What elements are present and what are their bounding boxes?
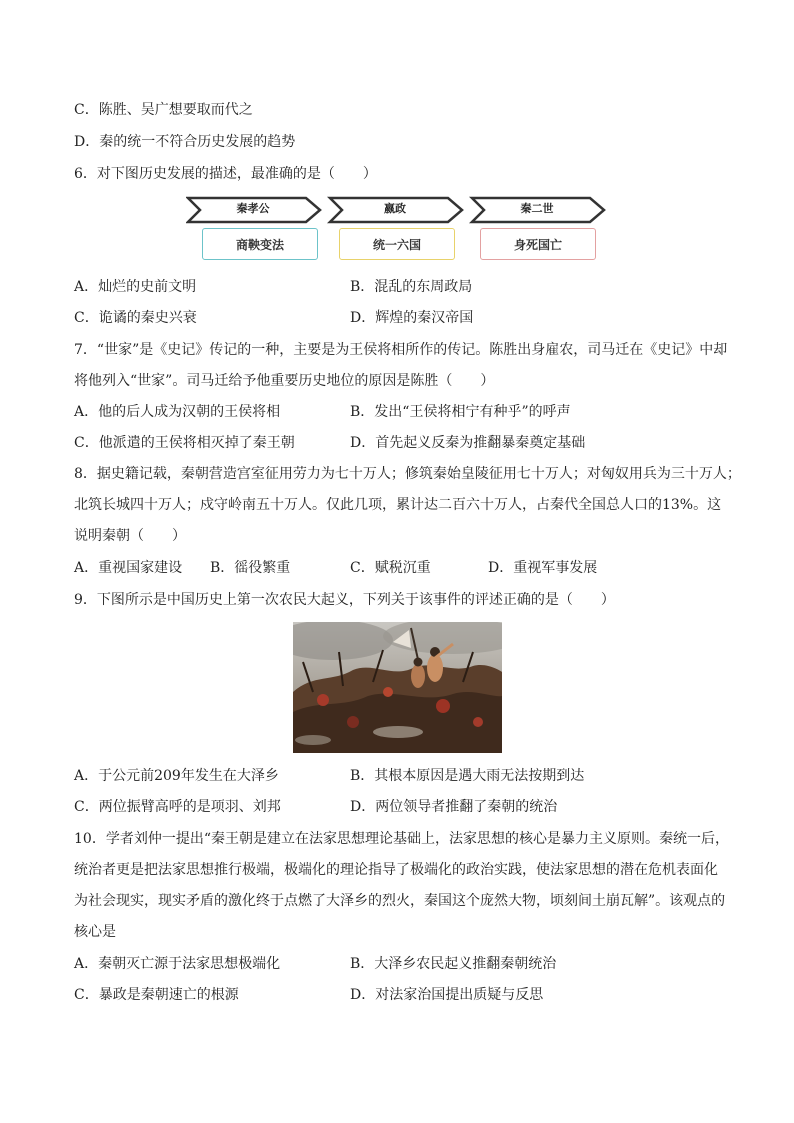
q7-option-b: B．发出“王侯将相宁有种乎”的呼声 [350,404,571,420]
q8-option-a: A．重视国家建设 [74,560,183,576]
q6-option-b: B．混乱的东周政局 [350,279,473,295]
q10-option-c: C．暴政是秦朝速亡的根源 [74,987,239,1003]
q7-option-d: D．首先起义反秦为推翻暴秦奠定基础 [350,435,586,451]
dazexiang-uprising-painting [293,622,502,753]
q6-option-d: D．辉煌的秦汉帝国 [350,310,474,326]
q10-stem-line-2: 统治者更是把法家思想推行极端，极端化的理论指导了极端化的政治实践，使法家思想的潜在危机表面化 [74,862,718,878]
q6-flow-diagram [186,196,610,266]
flow-stage-3-name: 秦二世 [520,202,554,215]
q8-option-b: B．徭役繁重 [210,560,291,576]
q10-option-d: D．对法家治国提出质疑与反思 [350,987,544,1003]
q10-option-a: A．秦朝灭亡源于法家思想极端化 [74,956,281,972]
q9-stem: 9．下图所示是中国历史上第一次农民大起义，下列关于该事件的评述正确的是（ ） [74,592,615,608]
q7-option-a: A．他的后人成为汉朝的王侯将相 [74,404,281,420]
q6-stem: 6．对下图历史发展的描述，最准确的是（ ） [74,166,377,182]
q9-option-a: A．于公元前209年发生在大泽乡 [74,768,279,784]
q9-option-b: B．其根本原因是遇大雨无法按期到达 [350,768,585,784]
q7-option-c: C．他派遣的王侯将相灭掉了秦王朝 [74,435,295,451]
q9-option-d: D．两位领导者推翻了秦朝的统治 [350,799,558,815]
q8-stem-line-1: 8．据史籍记载，秦朝营造宫室征用劳力为七十万人；修筑秦始皇陵征用七十万人；对匈奴用兵为三十万人； [74,466,741,482]
q6-option-c: C．诡谲的秦史兴衰 [74,310,197,326]
flow-stage-1-event: 商鞅变法 [202,228,318,260]
q7-stem-line-2: 将他列入“世家”。司马迁给予他重要历史地位的原因是陈胜（ ） [74,373,495,389]
q10-stem-line-1: 10．学者刘仲一提出“秦王朝是建立在法家思想理论基础上，法家思想的核心是暴力主义原则。秦统一后， [74,831,729,847]
flow-stage-2-event: 统一六国 [339,228,455,260]
q7-stem-line-1: 7．“世家”是《史记》传记的一种，主要是为王侯将相所作的传记。陈胜出身雇农，司马迁在《史记》中却 [74,342,728,358]
q5-option-c: C．陈胜、吴广想要取而代之 [74,102,253,118]
flow-stage-2-name: 嬴政 [384,202,406,215]
q8-stem-line-3: 说明秦朝（ ） [74,528,186,544]
q5-option-d: D．秦的统一不符合历史发展的趋势 [74,134,296,150]
q8-option-d: D．重视军事发展 [488,560,598,576]
q9-option-c: C．两位振臂高呼的是项羽、刘邦 [74,799,281,815]
q6-option-a: A．灿烂的史前文明 [74,279,197,295]
q10-option-b: B．大泽乡农民起义推翻秦朝统治 [350,956,557,972]
flow-stage-3-event: 身死国亡 [480,228,596,260]
q8-option-c: C．赋税沉重 [350,560,431,576]
q10-stem-line-4: 核心是 [74,924,116,940]
q10-stem-line-3: 为社会现实，现实矛盾的激化终于点燃了大泽乡的烈火，秦国这个庞然大物，顷刻间土崩瓦解”。该观点的 [74,893,726,909]
flow-stage-1-name: 秦孝公 [236,202,270,215]
q8-stem-line-2: 北筑长城四十万人；戍守岭南五十万人。仅此几项，累计达二百六十万人，占秦代全国总人口的13%。这 [74,497,722,513]
